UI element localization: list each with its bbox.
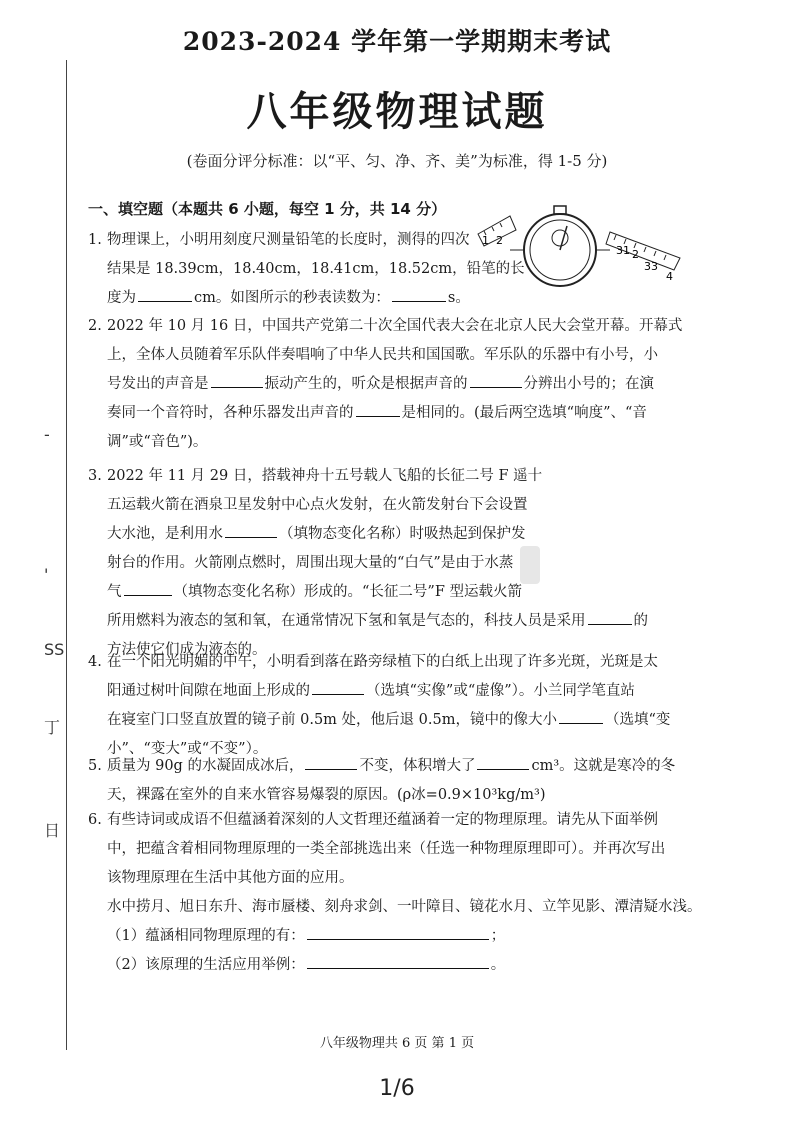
question-text: 质量为 90g 的水凝固成冰后， bbox=[107, 758, 304, 774]
question-text: （选填“实像”或“虚像”）。小兰同学笔直站 bbox=[366, 683, 635, 699]
ruler-label: 1 bbox=[482, 234, 489, 247]
question-text: 上，全体人员随着军乐队伴奏唱响了中华人民共和国国歌。军乐队的乐器中有小号，小 bbox=[107, 347, 658, 363]
scoring-note: (卷面分评分标准：以“平、匀、净、齐、美”为标准，得 1-5 分) bbox=[186, 152, 608, 170]
question-text: 该物理原理在生活中其他方面的应用。 bbox=[107, 870, 354, 886]
question-3 bbox=[88, 462, 648, 665]
answer-blank[interactable] bbox=[312, 680, 364, 695]
question-5 bbox=[88, 752, 675, 810]
question-text: 大水池，是利用水 bbox=[107, 526, 223, 542]
question-number: 6. bbox=[88, 812, 102, 828]
question-text: 方法使它们成为液态的。 bbox=[107, 642, 267, 658]
question-text: ； bbox=[490, 928, 506, 944]
answer-blank[interactable] bbox=[477, 755, 529, 770]
main-title: 八年级物理试题 bbox=[246, 88, 548, 135]
question-text: s。 bbox=[447, 290, 470, 306]
question-text: 调”或“音色”)。 bbox=[107, 434, 208, 450]
question-2 bbox=[88, 312, 682, 457]
question-text: 在一个阳光明媚的中午，小明看到落在路旁绿植下的白纸上出现了许多光斑，光斑是太 bbox=[107, 654, 658, 670]
question-text: 度为 bbox=[107, 290, 136, 306]
question-number: 2. bbox=[88, 318, 102, 334]
question-text: 2022 年 11 月 29 日，搭载神舟十五号载人飞船的长征二号 F 遥十 bbox=[107, 468, 543, 484]
question-text: 是相同的。(最后两空选填“响度”、“音 bbox=[401, 405, 647, 421]
binding-line bbox=[66, 60, 67, 1050]
question-text: cm。如图所示的秒表读数为： bbox=[194, 290, 390, 306]
answer-blank[interactable] bbox=[225, 523, 277, 538]
question-text: 2022 年 10 月 16 日，中国共产党第二十次全国代表大会在北京人民大会堂开幕。开幕式 bbox=[107, 318, 683, 334]
section-heading: 一、填空题（本题共 6 小题，每空 1 分，共 14 分） bbox=[88, 200, 447, 218]
answer-blank[interactable] bbox=[305, 755, 357, 770]
question-text: 号发出的声音是 bbox=[107, 376, 209, 392]
question-text: （1）蕴涵相同物理原理的有： bbox=[107, 928, 305, 944]
question-1 bbox=[88, 226, 525, 313]
answer-line[interactable] bbox=[307, 925, 489, 940]
page-footer: 八年级物理共 6 页 第 1 页 bbox=[319, 1036, 475, 1051]
margin-mark: 日 bbox=[44, 821, 61, 840]
question-text: 分辨出小号的；在演 bbox=[523, 376, 654, 392]
question-text: 五运载火箭在酒泉卫星发射中心点火发射，在火箭发射台下会设置 bbox=[107, 497, 528, 513]
question-text: 中，把蕴含着相同物理原理的一类全部挑选出来（任选一种物理原理即可）。并再次写出 bbox=[107, 841, 666, 857]
answer-blank[interactable] bbox=[392, 287, 446, 302]
question-number: 3. bbox=[88, 468, 102, 484]
question-text: 结果是 18.39cm，18.40cm，18.41cm，18.52cm，铅笔的长 bbox=[107, 261, 525, 277]
ruler-label: 2 bbox=[632, 248, 639, 261]
question-text: 物理课上，小明用刻度尺测量铅笔的长度时，测得的四次 bbox=[107, 232, 470, 248]
question-text: 的 bbox=[633, 613, 648, 629]
margin-mark: ' bbox=[44, 565, 49, 584]
question-text: 振动产生的，听众是根据声音的 bbox=[264, 376, 468, 392]
question-text: （2）该原理的生活应用举例： bbox=[107, 957, 305, 973]
margin-mark: 丁 bbox=[44, 718, 61, 737]
answer-blank[interactable] bbox=[211, 373, 263, 388]
question-examples: 水中捞月、旭日东升、海市蜃楼、刻舟求剑、一叶障目、镜花水月、立竿见影、潭清疑水浅。 bbox=[107, 899, 702, 915]
answer-blank[interactable] bbox=[470, 373, 522, 388]
question-text: 有些诗词或成语不但蕴涵着深刻的人文哲理还蕴涵着一定的物理原理。请先从下面举例 bbox=[107, 812, 658, 828]
question-number: 5. bbox=[88, 758, 102, 774]
question-text: 阳通过树叶间隙在地面上形成的 bbox=[107, 683, 310, 699]
exam-title: 2023-2024 学年第一学期期末考试 bbox=[182, 27, 612, 56]
answer-blank[interactable] bbox=[138, 287, 192, 302]
question-text: 在寝室门口竖直放置的镜子前 0.5m 处，他后退 0.5m，镜中的像大小 bbox=[107, 712, 557, 728]
answer-line[interactable] bbox=[307, 954, 489, 969]
question-text: （填物态变化名称）时吸热起到保护发 bbox=[279, 526, 526, 542]
answer-blank[interactable] bbox=[124, 581, 172, 596]
page-indicator: 1/6 bbox=[379, 1076, 415, 1101]
ruler-label: 31 bbox=[616, 244, 630, 257]
question-text: cm³。这就是寒冷的冬 bbox=[531, 758, 676, 774]
answer-blank[interactable] bbox=[588, 610, 632, 625]
question-6 bbox=[88, 806, 702, 980]
margin-mark: - bbox=[44, 425, 50, 444]
question-text: 射台的作用。火箭刚点燃时，周围出现大量的“白气”是由于水蒸 bbox=[107, 555, 514, 571]
answer-blank[interactable] bbox=[559, 709, 603, 724]
question-number: 4. bbox=[88, 654, 102, 670]
question-text: 小”、“变大”或“不变”）。 bbox=[107, 741, 268, 757]
answer-blank[interactable] bbox=[356, 402, 400, 417]
scan-smudge bbox=[520, 546, 540, 584]
question-text: 气 bbox=[107, 584, 122, 600]
question-text: （填物态变化名称）形成的。“长征二号”F 型运载火箭 bbox=[173, 584, 522, 600]
question-text: 所用燃料为液态的氢和氧，在通常情况下氢和氧是气态的，科技人员是采用 bbox=[107, 613, 586, 629]
ruler-label: 4 bbox=[666, 270, 673, 283]
question-text: 天，裸露在室外的自来水管容易爆裂的原因。(ρ冰=0.9×10³kg/m³) bbox=[107, 787, 546, 803]
question-text: 不变，体积增大了 bbox=[359, 758, 476, 774]
question-text: （选填“变 bbox=[604, 712, 671, 728]
ruler-label: 2 bbox=[496, 234, 503, 247]
question-4 bbox=[88, 648, 670, 764]
question-number: 1. bbox=[88, 232, 102, 248]
question-text: 。 bbox=[490, 957, 506, 973]
stopwatch-icon bbox=[510, 206, 610, 286]
margin-mark: SS bbox=[44, 640, 65, 659]
ruler-label: 33 bbox=[644, 260, 658, 273]
question-text: 奏同一个音符时，各种乐器发出声音的 bbox=[107, 405, 354, 421]
